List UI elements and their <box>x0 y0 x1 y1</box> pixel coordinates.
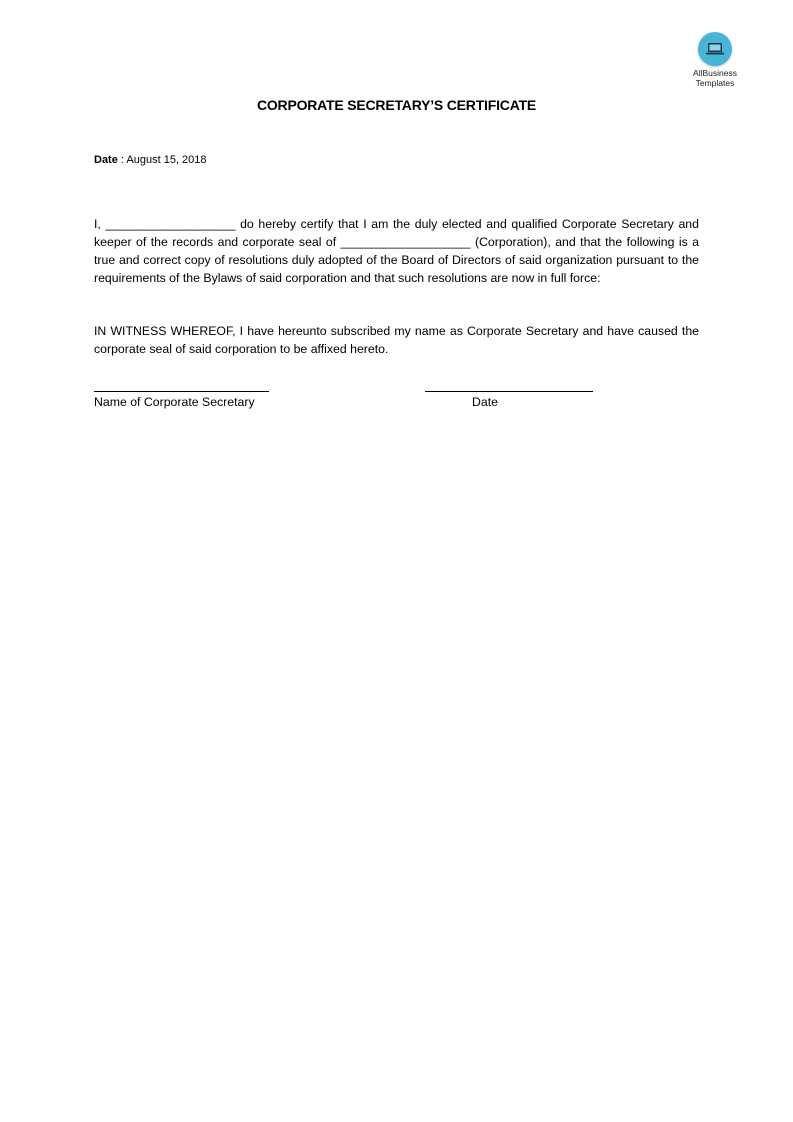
document-title: CORPORATE SECRETARY’S CERTIFICATE <box>256 97 537 113</box>
signature-line-name <box>94 391 269 392</box>
laptop-icon <box>698 32 732 66</box>
signature-label-name: Name of Corporate Secretary <box>94 395 255 409</box>
brand-logo <box>684 32 746 88</box>
brand-name <box>684 68 746 88</box>
brand-line-2: Templates <box>695 78 735 88</box>
certification-paragraph: I, ___________________ do hereby certify that I am the duly elected and qualified Corporate Secretary and keeper of the records and corporate seal of ___________________ (Corporation), and that the following is a true and correct copy of resolutions duly adopted of the Board of Directors of said organization pursuant to the requirements of the Bylaws of said corporation and that such resolutions are now in full force: <box>94 217 699 285</box>
signature-line-date <box>425 391 593 392</box>
date-label: Date <box>94 154 118 166</box>
witness-paragraph: IN WITNESS WHEREOF, I have hereunto subscribed my name as Corporate Secretary and have caused the corporate seal of said corporation to be affixed hereto. <box>94 324 699 356</box>
date-separator: : <box>117 154 127 166</box>
signature-label-date: Date <box>472 395 498 409</box>
date-value: August 15, 2018 <box>126 154 207 166</box>
brand-line-1: AllBusiness <box>693 68 737 78</box>
date-line <box>94 154 207 166</box>
